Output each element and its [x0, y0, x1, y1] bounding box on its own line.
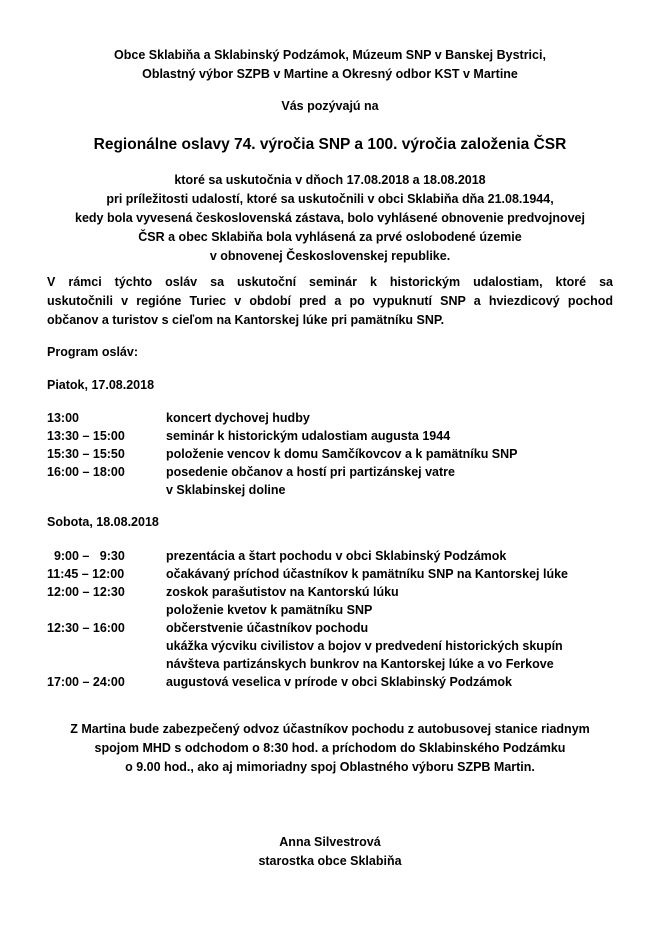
header-line-2: Oblastný výbor SZPB v Martine a Okresný odbor KST v Martine	[142, 67, 518, 81]
paragraph-line-3: občanov a turistov s cieľom na Kantorskej lúke pri pamätníku SNP.	[47, 313, 445, 327]
intro-line-1: ktoré sa uskutočnia v dňoch 17.08.2018 a 18.08.2018	[174, 173, 486, 187]
paragraph-line-2: uskutočnili v regióne Turiec v období pred a po vypuknutí SNP a hviezdicový pochod	[47, 294, 613, 308]
schedule-event: posedenie občanov a hostí pri partizánskej vatre	[166, 465, 455, 479]
schedule-time: 13:30 – 15:00	[47, 429, 125, 443]
transport-line-3: o 9.00 hod., ako aj mimoriadny spoj Oblastného výboru SZPB Martin.	[125, 760, 535, 774]
day2-label: Sobota, 18.08.2018	[47, 515, 159, 529]
program-label: Program osláv:	[47, 345, 139, 359]
header-line-1: Obce Sklabiňa a Sklabinský Podzámok, Múzeum SNP v Banskej Bystrici,	[114, 48, 546, 62]
schedule-time: 12:00 – 12:30	[47, 585, 125, 599]
schedule-event: v Sklabinskej doline	[166, 483, 286, 497]
intro-line-5: v obnovenej Československej republike.	[209, 249, 451, 263]
schedule-time: 16:00 – 18:00	[47, 465, 125, 479]
intro-line-4: ČSR a obec Sklabiňa bola vyhlásená za prvé oslobodené územie	[138, 230, 522, 244]
schedule-time: 12:30 – 16:00	[47, 621, 125, 635]
schedule-event: prezentácia a štart pochodu v obci Sklabinský Podzámok	[166, 549, 507, 563]
intro-line-2: pri príležitosti udalostí, ktoré sa uskutočnili v obci Sklabiňa dňa 21.08.1944,	[106, 192, 554, 206]
schedule-event: očakávaný príchod účastníkov k pamätníku SNP na Kantorskej lúke	[166, 567, 568, 581]
schedule-event: položenie kvetov k pamätníku SNP	[166, 603, 373, 617]
schedule-event: občerstvenie účastníkov pochodu	[166, 621, 369, 635]
schedule-event: návšteva partizánskych bunkrov na Kantorskej lúke a vo Ferkove	[166, 657, 554, 671]
schedule-time: 15:30 – 15:50	[47, 447, 125, 461]
transport-line-2: spojom MHD s odchodom o 8:30 hod. a príchodom do Sklabinského Podzámku	[94, 741, 566, 755]
invite-text: Vás pozývajú na	[281, 99, 379, 113]
schedule-time: 13:00	[47, 411, 79, 425]
schedule-event: zoskok parašutistov na Kantorskú lúku	[166, 585, 399, 599]
signature-block	[0, 833, 660, 871]
schedule-event: koncert dychovej hudby	[166, 411, 310, 425]
intro-line-3: kedy bola vyvesená československá zástava, bolo vyhlásené obnovenie predvojnovej	[75, 211, 585, 225]
schedule-time: 11:45 – 12:00	[47, 567, 125, 581]
page-title: Regionálne oslavy 74. výročia SNP a 100. výročia založenia ČSR	[93, 136, 567, 153]
signature-role: starostka obce Sklabiňa	[258, 854, 402, 868]
transport-note	[0, 720, 660, 777]
schedule-time: 9:00 – 9:30	[47, 549, 125, 563]
schedule-event: seminár k historickým udalostiam augusta 1944	[166, 429, 451, 443]
day1-label: Piatok, 17.08.2018	[47, 378, 155, 392]
seminar-paragraph	[47, 273, 613, 330]
paragraph-line-1: V rámci týchto osláv sa uskutoční seminár k historickým udalostiam, ktoré sa	[47, 275, 613, 289]
transport-line-1: Z Martina bude zabezpečený odvoz účastníkov pochodu z autobusovej stanice riadnym	[70, 722, 590, 736]
signature-name: Anna Silvestrová	[279, 835, 381, 849]
schedule-event: položenie vencov k domu Samčíkovcov a k pamätníku SNP	[166, 447, 518, 461]
schedule-event: augustová veselica v prírode v obci Sklabinský Podzámok	[166, 675, 512, 689]
schedule-time: 17:00 – 24:00	[47, 675, 125, 689]
schedule-event: ukážka výcviku civilistov a bojov v predvedení historických skupín	[166, 639, 563, 653]
